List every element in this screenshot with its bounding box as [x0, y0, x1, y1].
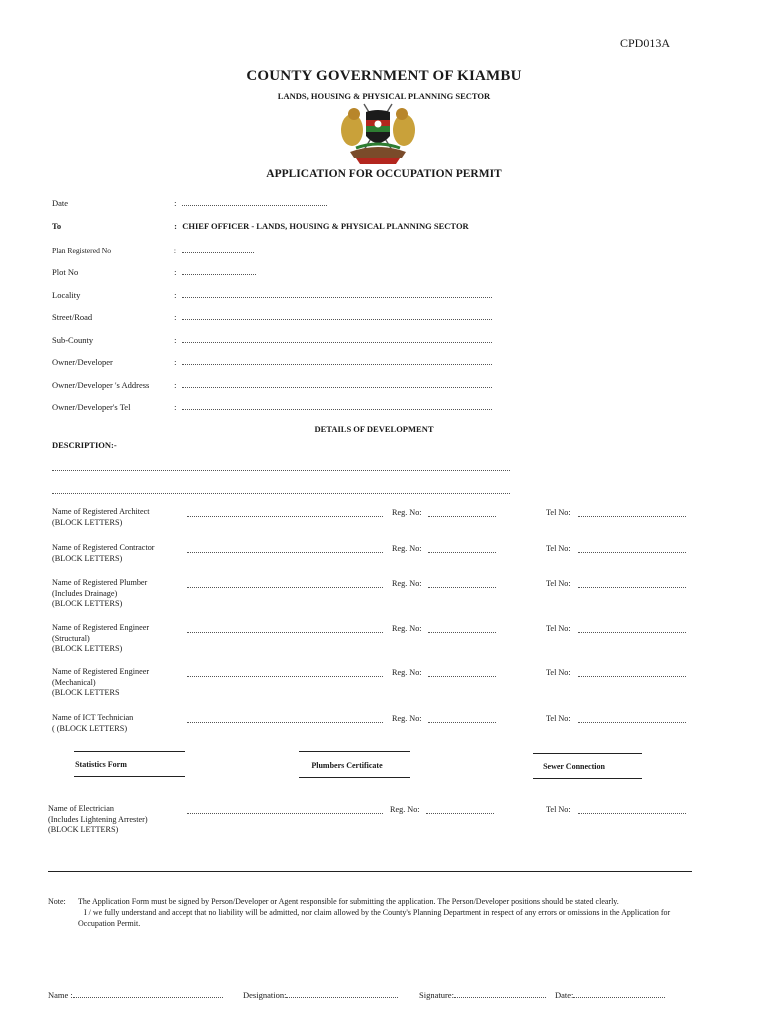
contractor-tel-label: Tel No: — [546, 544, 571, 553]
architect-tel-field[interactable] — [578, 515, 686, 517]
plumbers-bottom-rule — [299, 777, 410, 778]
ict-technician-reg-label: Reg. No: — [392, 714, 422, 723]
plumber-name-field[interactable] — [187, 586, 383, 588]
plumbers-certificate-label: Plumbers Certificate — [311, 761, 383, 770]
plumber-tel-field[interactable] — [578, 586, 686, 588]
footer-designation: Designation: — [243, 988, 398, 1000]
sector-name: LANDS, HOUSING & PHYSICAL PLANNING SECTOR — [277, 91, 491, 101]
owner-address-field[interactable] — [182, 378, 492, 388]
contractor-reg-label: Reg. No: — [392, 544, 422, 553]
owner-field[interactable] — [182, 355, 492, 365]
electrician-name-field[interactable] — [187, 812, 383, 814]
electrician-tel-label: Tel No: — [546, 805, 571, 814]
plan-no-row: Plan Registered No : — [52, 243, 254, 255]
to-row: To : CHIEF OFFICER - LANDS, HOUSING & PHYSICAL PLANNING SECTOR — [52, 221, 469, 231]
footer-date: Date: — [555, 988, 665, 1000]
electrician-tel-field[interactable] — [578, 812, 686, 814]
structural-engineer-reg-label: Reg. No: — [392, 624, 422, 633]
date-label: Date — [52, 198, 69, 208]
statistics-top-rule — [74, 751, 185, 752]
owner-address-row: Owner/Developer 's Address : — [52, 378, 492, 390]
form-code: CPD013A — [620, 36, 671, 50]
locality-label: Locality — [52, 290, 81, 300]
plan-no-label: Plan Registered No — [52, 246, 112, 255]
mechanical-engineer-reg-field[interactable] — [428, 675, 496, 677]
architect-reg-field[interactable] — [428, 515, 496, 517]
owner-tel-label: Owner/Developer's Tel — [52, 402, 131, 412]
mechanical-engineer-reg-label: Reg. No: — [392, 668, 422, 677]
description-label: DESCRIPTION:- — [52, 440, 117, 450]
contractor-tel-field[interactable] — [578, 551, 686, 553]
electrician-reg-field[interactable] — [426, 812, 494, 814]
owner-tel-row: Owner/Developer's Tel : — [52, 400, 492, 412]
footer-signature-field[interactable] — [454, 988, 546, 998]
professional-plumber: Name of Registered Plumber (Includes Drainage) (BLOCK LETTERS) — [52, 578, 148, 608]
footer-designation-field[interactable] — [286, 988, 398, 998]
structural-engineer-tel-label: Tel No: — [546, 624, 571, 633]
owner-address-label: Owner/Developer 's Address — [52, 380, 150, 390]
plumbers-top-rule — [299, 751, 410, 752]
professional-structural-engineer: Name of Registered Engineer (Structural) (BLOCK LETTERS) — [52, 623, 150, 653]
architect-name-field[interactable] — [187, 515, 383, 517]
structural-engineer-reg-field[interactable] — [428, 631, 496, 633]
architect-tel-label: Tel No: — [546, 508, 571, 517]
owner-tel-field[interactable] — [182, 400, 492, 410]
details-title: DETAILS OF DEVELOPMENT — [314, 424, 434, 434]
architect-reg-label: Reg. No: — [392, 508, 422, 517]
structural-engineer-tel-field[interactable] — [578, 631, 686, 633]
footer-signature: Signature: — [419, 988, 546, 1000]
locality-row: Locality : — [52, 288, 492, 300]
statistics-bottom-rule — [74, 776, 185, 777]
footer-name: Name : — [48, 988, 223, 1000]
street-label: Street/Road — [52, 312, 93, 322]
contractor-name-field[interactable] — [187, 551, 383, 553]
street-row: Street/Road : — [52, 310, 492, 322]
footer-date-field[interactable] — [573, 988, 665, 998]
sewer-connection-label: Sewer Connection — [543, 762, 605, 771]
ict-technician-tel-label: Tel No: — [546, 714, 571, 723]
note-label: Note: — [48, 897, 66, 906]
professional-contractor: Name of Registered Contractor (BLOCK LETTERS) — [52, 543, 155, 563]
plumber-reg-label: Reg. No: — [392, 579, 422, 588]
plumber-tel-label: Tel No: — [546, 579, 571, 588]
ict-technician-name-field[interactable] — [187, 721, 383, 723]
county-name: COUNTY GOVERNMENT OF KIAMBU — [246, 68, 522, 84]
contractor-reg-field[interactable] — [428, 551, 496, 553]
professional-electrician: Name of Electrician (Includes Lightening Arrester) (BLOCK LETTERS) — [48, 804, 148, 834]
owner-row: Owner/Developer : — [52, 355, 492, 367]
subcounty-label: Sub-County — [52, 335, 94, 345]
sewer-top-rule — [533, 753, 642, 754]
ict-technician-tel-field[interactable] — [578, 721, 686, 723]
locality-field[interactable] — [182, 288, 492, 298]
sewer-bottom-rule — [533, 778, 642, 779]
date-row: Date : — [52, 196, 327, 208]
to-value: CHIEF OFFICER - LANDS, HOUSING & PHYSICAL PLANNING SECTOR — [182, 221, 469, 231]
plot-no-label: Plot No — [52, 267, 79, 277]
structural-engineer-name-field[interactable] — [187, 631, 383, 633]
professional-architect: Name of Registered Architect (BLOCK LETTERS) — [52, 507, 150, 527]
plot-no-field[interactable] — [182, 265, 256, 275]
mechanical-engineer-tel-label: Tel No: — [546, 668, 571, 677]
subcounty-row: Sub-County : — [52, 333, 492, 345]
street-field[interactable] — [182, 310, 492, 320]
footer-name-field[interactable] — [73, 988, 223, 998]
mechanical-engineer-name-field[interactable] — [187, 675, 383, 677]
date-field[interactable] — [182, 196, 327, 206]
description-line-1[interactable] — [52, 469, 510, 471]
plot-no-row: Plot No : — [52, 265, 256, 277]
application-title: APPLICATION FOR OCCUPATION PERMIT — [266, 168, 502, 180]
ict-technician-reg-field[interactable] — [428, 721, 496, 723]
note-text-2: I / we fully understand and accept that no liability will be admitted, nor claim allowed by the County's Planning Department in respect of any errors or omissions in the Application for Occupation Permit. — [78, 908, 671, 928]
separator-rule — [48, 871, 692, 872]
statistics-form-label: Statistics Form — [75, 760, 127, 769]
electrician-reg-label: Reg. No: — [390, 805, 420, 814]
description-line-2[interactable] — [52, 492, 510, 494]
plumber-reg-field[interactable] — [428, 586, 496, 588]
owner-label: Owner/Developer — [52, 357, 113, 367]
to-label: To — [52, 221, 62, 231]
kenya-coat-of-arms-icon — [336, 100, 420, 166]
professional-mechanical-engineer: Name of Registered Engineer (Mechanical) (BLOCK LETTERS — [52, 667, 150, 697]
form-header — [0, 68, 768, 101]
plan-no-field[interactable] — [182, 243, 254, 253]
professional-ict-technician: Name of ICT Technician ( (BLOCK LETTERS) — [52, 713, 134, 733]
subcounty-field[interactable] — [182, 333, 492, 343]
note-text-1: The Application Form must be signed by Person/Developer or Agent responsible for submitting the application. The Person/Developer positions should be stated clearly. — [78, 897, 619, 906]
mechanical-engineer-tel-field[interactable] — [578, 675, 686, 677]
